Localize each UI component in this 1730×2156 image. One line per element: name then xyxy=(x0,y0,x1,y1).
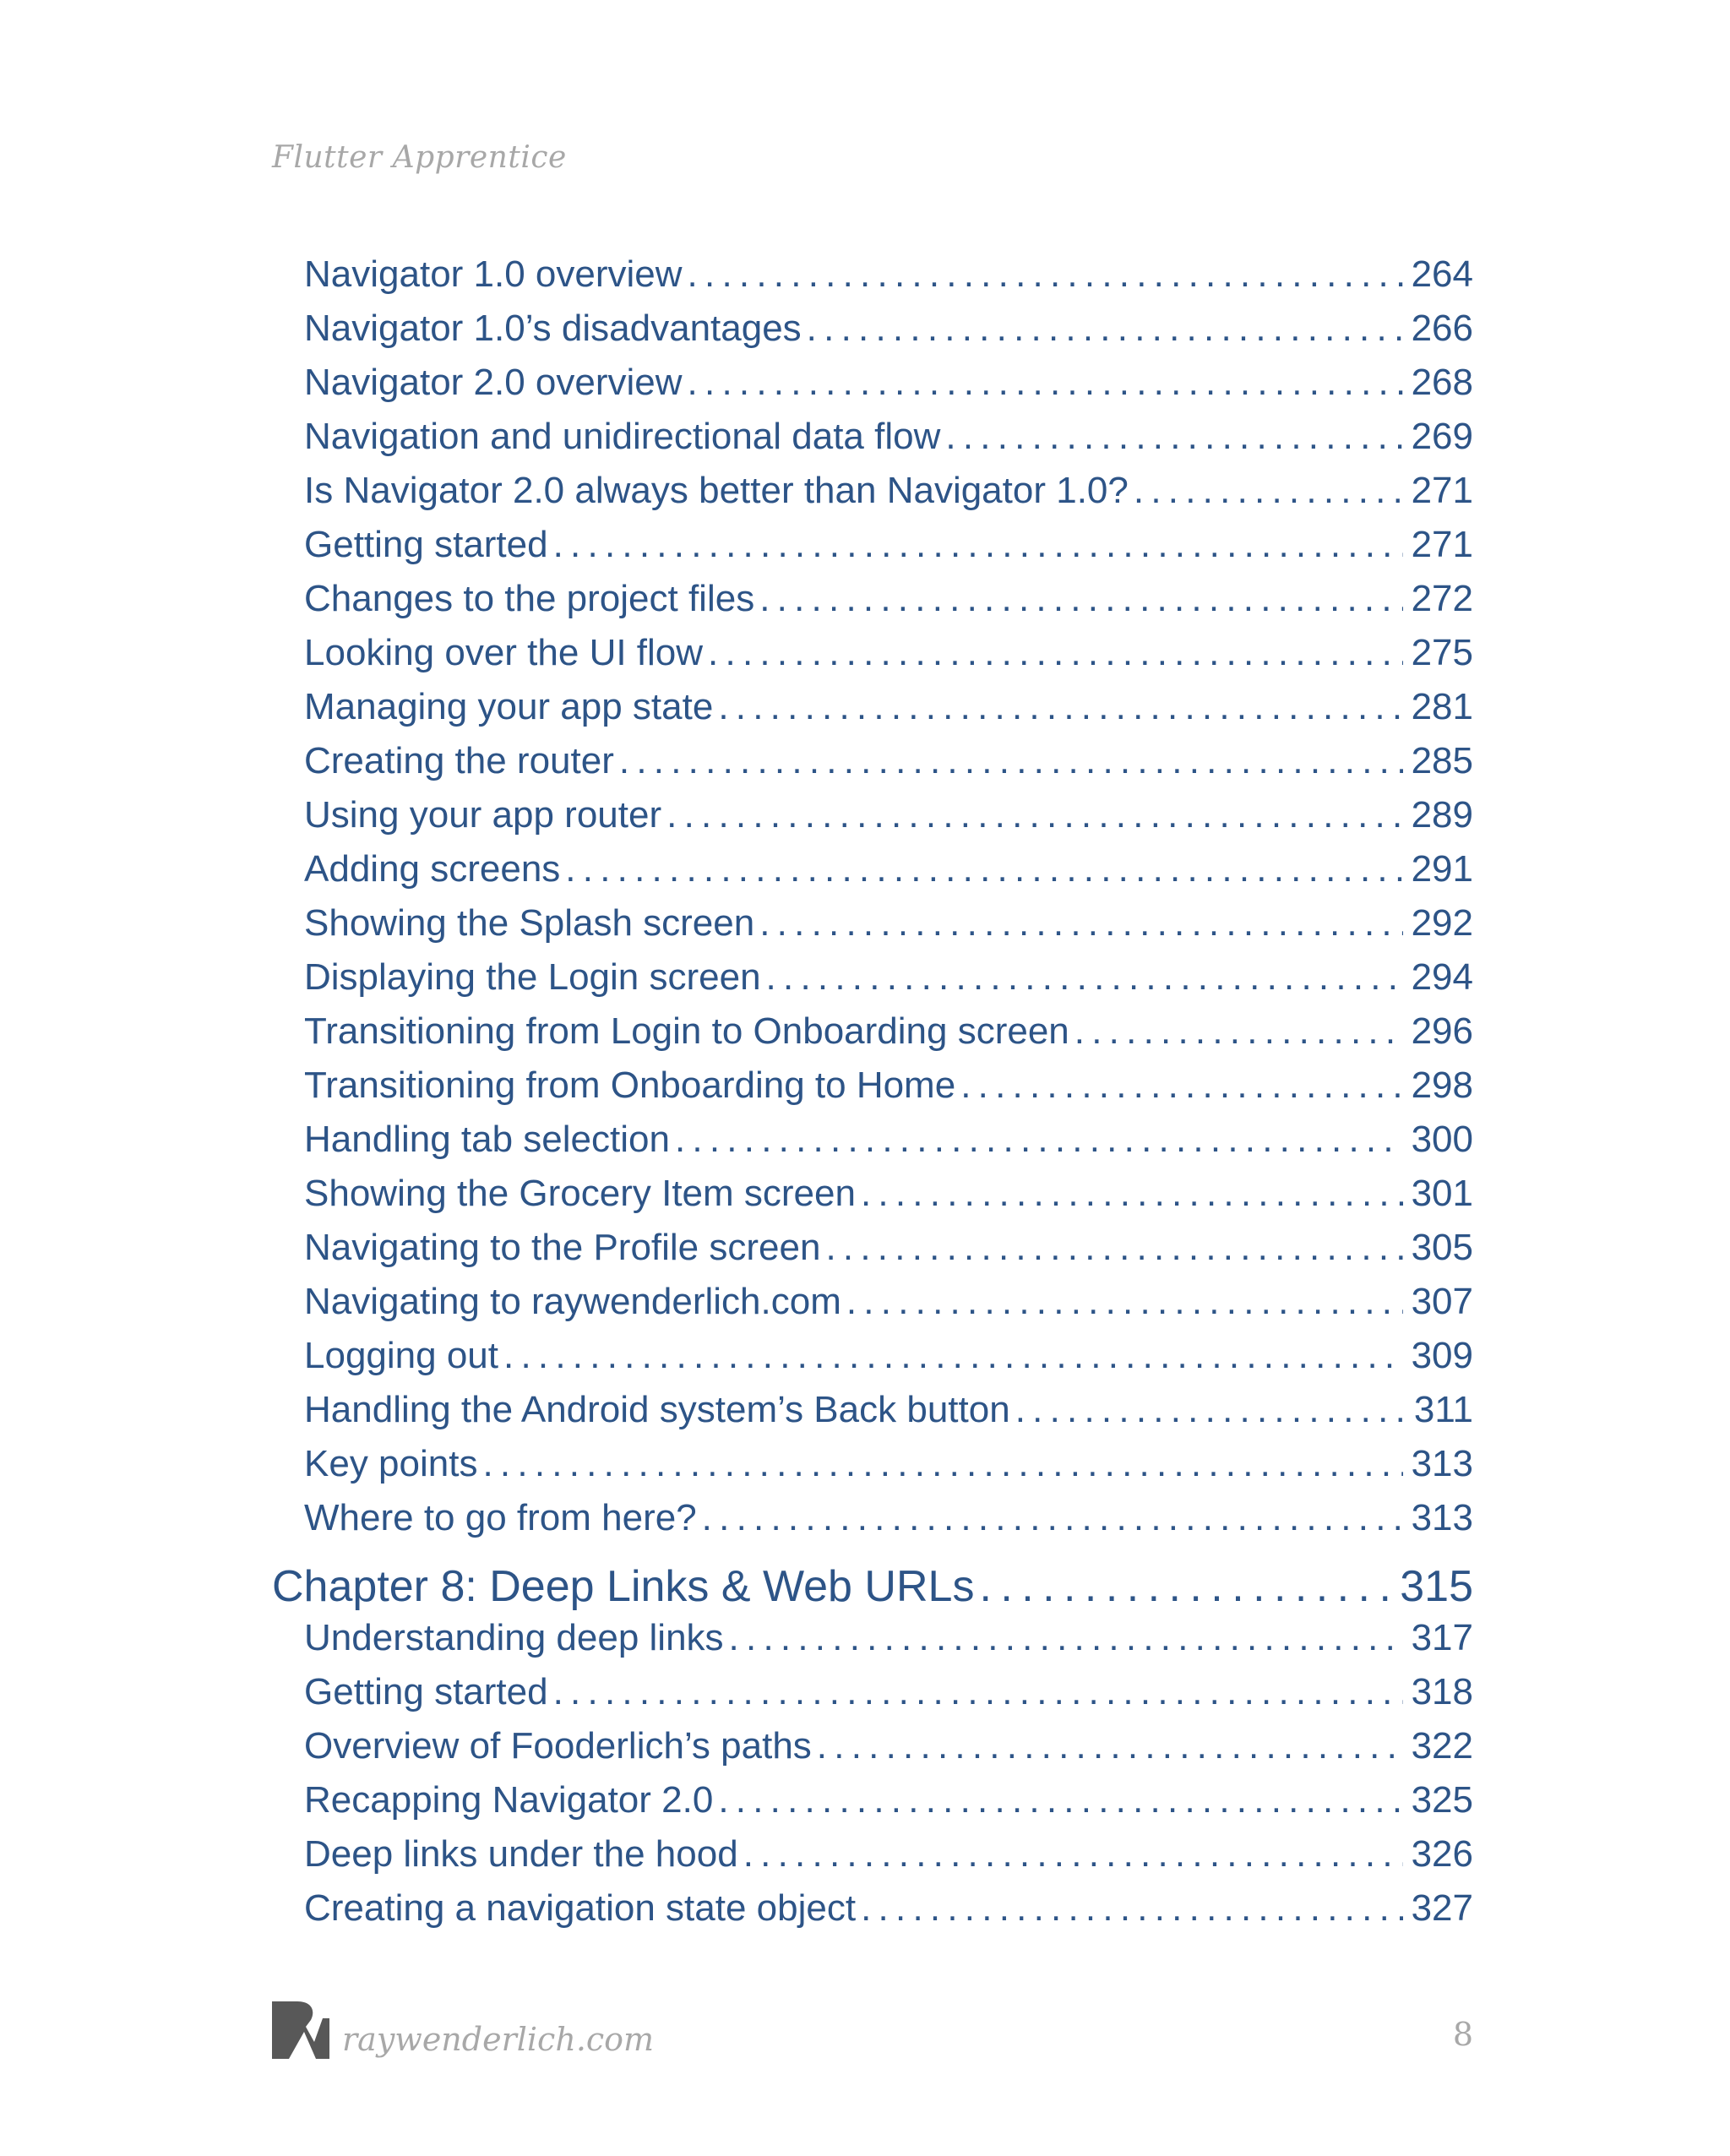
dot-leader xyxy=(702,1497,1403,1539)
dot-leader xyxy=(1134,470,1403,512)
toc-entry-title[interactable]: Transitioning from Onboarding to Home xyxy=(304,1064,956,1106)
table-of-contents xyxy=(272,253,1473,1941)
toc-entry-page[interactable]: 268 xyxy=(1411,362,1473,403)
toc-entry-title[interactable]: Is Navigator 2.0 always better than Navigator 1.0? xyxy=(304,470,1129,511)
toc-entry-page[interactable]: 322 xyxy=(1411,1725,1473,1767)
toc-entry-page[interactable]: 275 xyxy=(1411,632,1473,673)
toc-entry-page[interactable]: 325 xyxy=(1411,1779,1473,1821)
toc-entry-page[interactable]: 292 xyxy=(1411,902,1473,944)
toc-entry-page[interactable]: 313 xyxy=(1411,1497,1473,1538)
toc-entry-title[interactable]: Navigator 1.0 overview xyxy=(304,253,683,295)
toc-entry-title[interactable]: Creating the router xyxy=(304,740,614,781)
toc-entry-page[interactable]: 296 xyxy=(1411,1010,1473,1052)
toc-section-row[interactable] xyxy=(304,902,1473,956)
toc-entry-page[interactable]: 271 xyxy=(1411,470,1473,511)
toc-entry-page[interactable]: 272 xyxy=(1411,578,1473,619)
toc-entry-page[interactable]: 269 xyxy=(1411,416,1473,457)
toc-entry-title[interactable]: Navigating to raywenderlich.com xyxy=(304,1281,841,1322)
dot-leader xyxy=(565,848,1402,890)
toc-section-row[interactable] xyxy=(304,524,1473,578)
dot-leader xyxy=(825,1227,1402,1269)
dot-leader xyxy=(553,524,1403,566)
toc-section-row[interactable] xyxy=(304,956,1473,1010)
dot-leader xyxy=(807,308,1403,350)
toc-entry-title[interactable]: Handling tab selection xyxy=(304,1119,670,1160)
toc-entry-page[interactable]: 318 xyxy=(1411,1671,1473,1712)
toc-section-row[interactable] xyxy=(304,362,1473,416)
toc-section-row[interactable] xyxy=(304,1497,1473,1551)
toc-section-row[interactable] xyxy=(304,1617,1473,1671)
toc-entry-page[interactable]: 307 xyxy=(1411,1281,1473,1322)
dot-leader xyxy=(503,1335,1403,1377)
toc-entry-title[interactable]: Navigator 2.0 overview xyxy=(304,362,683,403)
toc-section-row[interactable] xyxy=(304,1725,1473,1779)
toc-entry-title[interactable]: Chapter 8: Deep Links & Web URLs xyxy=(272,1562,975,1611)
toc-entry-page[interactable]: 326 xyxy=(1411,1833,1473,1875)
dot-leader xyxy=(766,956,1403,999)
toc-entry-title[interactable]: Handling the Android system’s Back button xyxy=(304,1389,1010,1430)
dot-leader xyxy=(743,1833,1403,1876)
toc-section-row[interactable] xyxy=(304,632,1473,686)
toc-section-row[interactable] xyxy=(304,1281,1473,1335)
toc-entry-title[interactable]: Navigator 1.0’s disadvantages xyxy=(304,308,802,349)
dot-leader xyxy=(1015,1389,1406,1431)
toc-entry-page[interactable]: 300 xyxy=(1411,1119,1473,1160)
toc-entry-page[interactable]: 285 xyxy=(1411,740,1473,781)
toc-entry-page[interactable]: 266 xyxy=(1411,308,1473,349)
toc-section-row[interactable] xyxy=(304,1119,1473,1173)
toc-entry-page[interactable]: 294 xyxy=(1411,956,1473,998)
toc-entry-title[interactable]: Showing the Splash screen xyxy=(304,902,755,944)
dot-leader xyxy=(979,1561,1391,1612)
dot-leader xyxy=(729,1617,1403,1659)
toc-entry-title[interactable]: Key points xyxy=(304,1443,478,1484)
toc-entry-page[interactable]: 327 xyxy=(1411,1887,1473,1929)
toc-section-row[interactable] xyxy=(304,470,1473,524)
toc-section-row[interactable] xyxy=(304,1389,1473,1443)
toc-entry-title[interactable]: Creating a navigation state object xyxy=(304,1887,857,1929)
dot-leader xyxy=(688,362,1403,404)
dot-leader xyxy=(759,902,1402,945)
dot-leader xyxy=(553,1671,1403,1713)
dot-leader xyxy=(666,794,1402,836)
toc-section-row[interactable] xyxy=(304,253,1473,308)
toc-entry-page[interactable]: 309 xyxy=(1411,1335,1473,1376)
toc-section-row[interactable] xyxy=(304,686,1473,740)
toc-entry-page[interactable]: 264 xyxy=(1411,253,1473,295)
dot-leader xyxy=(1074,1010,1403,1053)
toc-entry-title[interactable]: Deep links under the hood xyxy=(304,1833,738,1875)
toc-section-row[interactable] xyxy=(304,1335,1473,1389)
toc-section-row[interactable] xyxy=(304,794,1473,848)
toc-entry-title[interactable]: Overview of Fooderlich’s paths xyxy=(304,1725,812,1767)
toc-entry-title[interactable]: Transitioning from Login to Onboarding screen xyxy=(304,1010,1069,1052)
toc-entry-page[interactable]: 313 xyxy=(1411,1443,1473,1484)
dot-leader xyxy=(675,1119,1403,1161)
toc-entry-title[interactable]: Getting started xyxy=(304,1671,548,1712)
dot-leader xyxy=(718,686,1402,728)
toc-entry-title[interactable]: Showing the Grocery Item screen xyxy=(304,1173,856,1214)
toc-entry-title[interactable]: Navigating to the Profile screen xyxy=(304,1227,821,1268)
toc-entry-page[interactable]: 291 xyxy=(1411,848,1473,890)
dot-leader xyxy=(846,1281,1403,1323)
toc-section-row[interactable] xyxy=(304,1010,1473,1064)
footer-page-number: 8 xyxy=(1452,2016,1473,2053)
toc-entry-title[interactable]: Managing your app state xyxy=(304,686,714,727)
toc-section-row[interactable] xyxy=(304,1887,1473,1941)
toc-section-row[interactable] xyxy=(304,1443,1473,1497)
dot-leader xyxy=(861,1173,1403,1215)
toc-entry-page[interactable]: 271 xyxy=(1411,524,1473,565)
toc-entry-title[interactable]: Adding screens xyxy=(304,848,561,890)
toc-section-row[interactable] xyxy=(304,416,1473,470)
toc-section-row[interactable] xyxy=(304,1833,1473,1887)
toc-entry-title[interactable]: Using your app router xyxy=(304,794,662,836)
toc-section-row[interactable] xyxy=(304,1064,1473,1119)
toc-entry-page[interactable]: 281 xyxy=(1411,686,1473,727)
toc-entry-page[interactable]: 317 xyxy=(1411,1617,1473,1658)
dot-leader xyxy=(759,578,1402,620)
footer-site-link[interactable]: raywenderlich.com xyxy=(342,2021,655,2058)
toc-section-row[interactable] xyxy=(304,848,1473,902)
toc-entry-page[interactable]: 315 xyxy=(1400,1562,1473,1611)
dot-leader xyxy=(960,1064,1402,1107)
dot-leader xyxy=(817,1725,1403,1767)
raywenderlich-logo-icon xyxy=(272,2001,329,2059)
toc-entry-title[interactable]: Getting started xyxy=(304,524,548,565)
dot-leader xyxy=(708,632,1403,674)
running-header: Flutter Apprentice xyxy=(272,140,567,175)
toc-section-row[interactable] xyxy=(304,1173,1473,1227)
toc-entry-page[interactable]: 311 xyxy=(1413,1389,1473,1430)
dot-leader xyxy=(619,740,1403,782)
toc-section-row[interactable] xyxy=(304,1227,1473,1281)
toc-section-row[interactable] xyxy=(304,578,1473,632)
toc-entry-title[interactable]: Displaying the Login screen xyxy=(304,956,761,998)
dot-leader xyxy=(945,416,1402,458)
toc-entry-page[interactable]: 305 xyxy=(1411,1227,1473,1268)
dot-leader xyxy=(688,253,1403,296)
toc-entry-title[interactable]: Recapping Navigator 2.0 xyxy=(304,1779,714,1821)
toc-section-row[interactable] xyxy=(304,1671,1473,1725)
dot-leader xyxy=(718,1779,1402,1821)
toc-entry-title[interactable]: Logging out xyxy=(304,1335,498,1376)
dot-leader xyxy=(482,1443,1402,1485)
toc-entry-title[interactable]: Where to go from here? xyxy=(304,1497,697,1538)
toc-entry-page[interactable]: 289 xyxy=(1411,794,1473,836)
toc-entry-page[interactable]: 298 xyxy=(1411,1064,1473,1106)
toc-section-row[interactable] xyxy=(304,1779,1473,1833)
toc-section-row[interactable] xyxy=(304,740,1473,794)
toc-entry-page[interactable]: 301 xyxy=(1411,1173,1473,1214)
toc-entry-title[interactable]: Navigation and unidirectional data flow xyxy=(304,416,941,457)
toc-entry-title[interactable]: Looking over the UI flow xyxy=(304,632,704,673)
toc-entry-title[interactable]: Changes to the project files xyxy=(304,578,755,619)
toc-section-row[interactable] xyxy=(304,308,1473,362)
toc-chapter-row[interactable] xyxy=(272,1561,1473,1617)
dot-leader xyxy=(861,1887,1402,1930)
toc-entry-title[interactable]: Understanding deep links xyxy=(304,1617,724,1658)
